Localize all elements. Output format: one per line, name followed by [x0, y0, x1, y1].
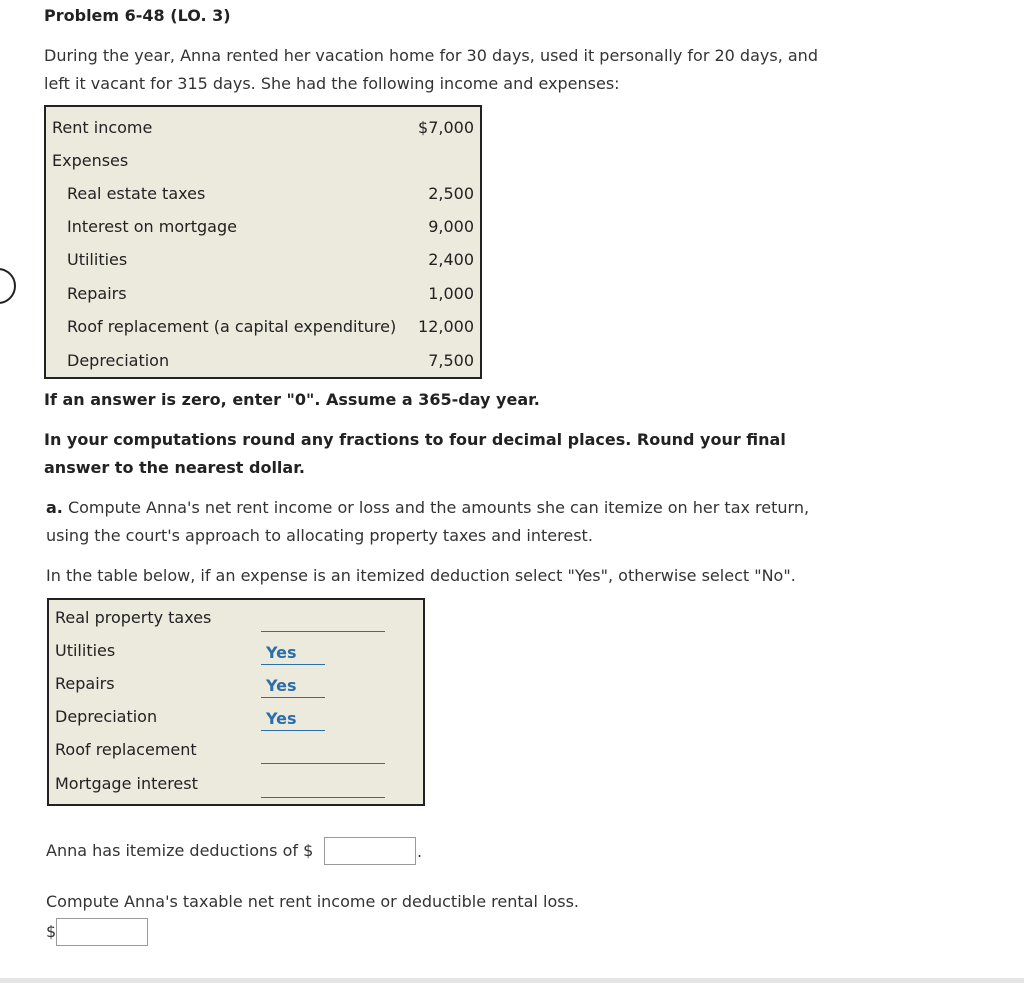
- row-label: Interest on mortgage: [67, 217, 237, 236]
- row-amount: 9,000: [428, 217, 474, 236]
- circle-marker-icon: [0, 268, 16, 304]
- yes-no-instruction: In the table below, if an expense is an itemized deduction select "Yes", otherwise select "No".: [46, 566, 796, 585]
- table-row: [46, 144, 480, 177]
- row-label: Real estate taxes: [67, 184, 206, 203]
- row-amount: 7,500: [428, 351, 474, 370]
- rounding-note: In your computations round any fractions to four decimal places. Round your final answer to the nearest dollar.: [44, 430, 786, 477]
- mortgage-interest-select[interactable]: [261, 774, 385, 798]
- table-row: [46, 210, 480, 243]
- row-amount: 2,400: [428, 250, 474, 269]
- repairs-select[interactable]: Yes: [261, 674, 325, 698]
- itemize-deductions-label: Anna has itemize deductions of $: [46, 841, 314, 860]
- utilities-select[interactable]: Yes: [261, 641, 325, 665]
- income-expense-table: [44, 105, 482, 379]
- table-row: [46, 243, 480, 276]
- table-row: [49, 732, 423, 765]
- row-amount: $7,000: [418, 118, 474, 137]
- row-label: Expenses: [52, 151, 129, 170]
- itemized-deduction-table: [47, 598, 425, 806]
- rental-question: Compute Anna's taxable net rent income or deductible rental loss.: [46, 892, 579, 911]
- row-label: Roof replacement (a capital expenditure): [67, 317, 397, 336]
- row-label: Mortgage interest: [55, 774, 198, 793]
- row-amount: 12,000: [418, 317, 474, 336]
- row-label: Real property taxes: [55, 608, 212, 627]
- row-amount: 2,500: [428, 184, 474, 203]
- table-row: [49, 600, 423, 633]
- table-row: [46, 344, 480, 377]
- part-a-question: [46, 494, 826, 550]
- currency-label: $: [46, 922, 57, 941]
- part-a-text: Compute Anna's net rent income or loss and the amounts she can itemize on her tax return, using the court's approach to allocating property taxes and interest.: [46, 498, 810, 545]
- row-label: Roof replacement: [55, 740, 197, 759]
- table-row: [49, 699, 423, 732]
- table-row: [49, 766, 423, 799]
- table-row: [46, 277, 480, 310]
- table-row: [46, 310, 480, 343]
- problem-intro: During the year, Anna rented her vacation home for 30 days, used it personally for 20 days, and left it vacant for 315 days. She had the following income and expenses:: [44, 46, 818, 93]
- row-amount: 1,000: [428, 284, 474, 303]
- row-label: Depreciation: [67, 351, 170, 370]
- table-row: [49, 666, 423, 699]
- roof-replacement-select[interactable]: [261, 740, 385, 764]
- problem-title: Problem 6-48 (LO. 3): [44, 6, 231, 25]
- period-mark: .: [417, 842, 423, 861]
- itemize-deductions-input[interactable]: [324, 837, 416, 865]
- real-property-taxes-select[interactable]: [261, 608, 385, 632]
- rental-income-input[interactable]: [56, 918, 148, 946]
- row-label: Depreciation: [55, 707, 158, 726]
- table-row: [46, 111, 480, 144]
- row-label: Repairs: [55, 674, 115, 693]
- part-a-label: a.: [46, 498, 63, 517]
- row-label: Utilities: [67, 250, 128, 269]
- footer-divider: [0, 978, 1024, 983]
- depreciation-select[interactable]: Yes: [261, 707, 325, 731]
- row-label: Rent income: [52, 118, 153, 137]
- row-label: Utilities: [55, 641, 116, 660]
- table-row: [46, 177, 480, 210]
- table-row: [49, 633, 423, 666]
- row-label: Repairs: [67, 284, 127, 303]
- zero-note: If an answer is zero, enter "0". Assume a 365-day year.: [44, 390, 540, 409]
